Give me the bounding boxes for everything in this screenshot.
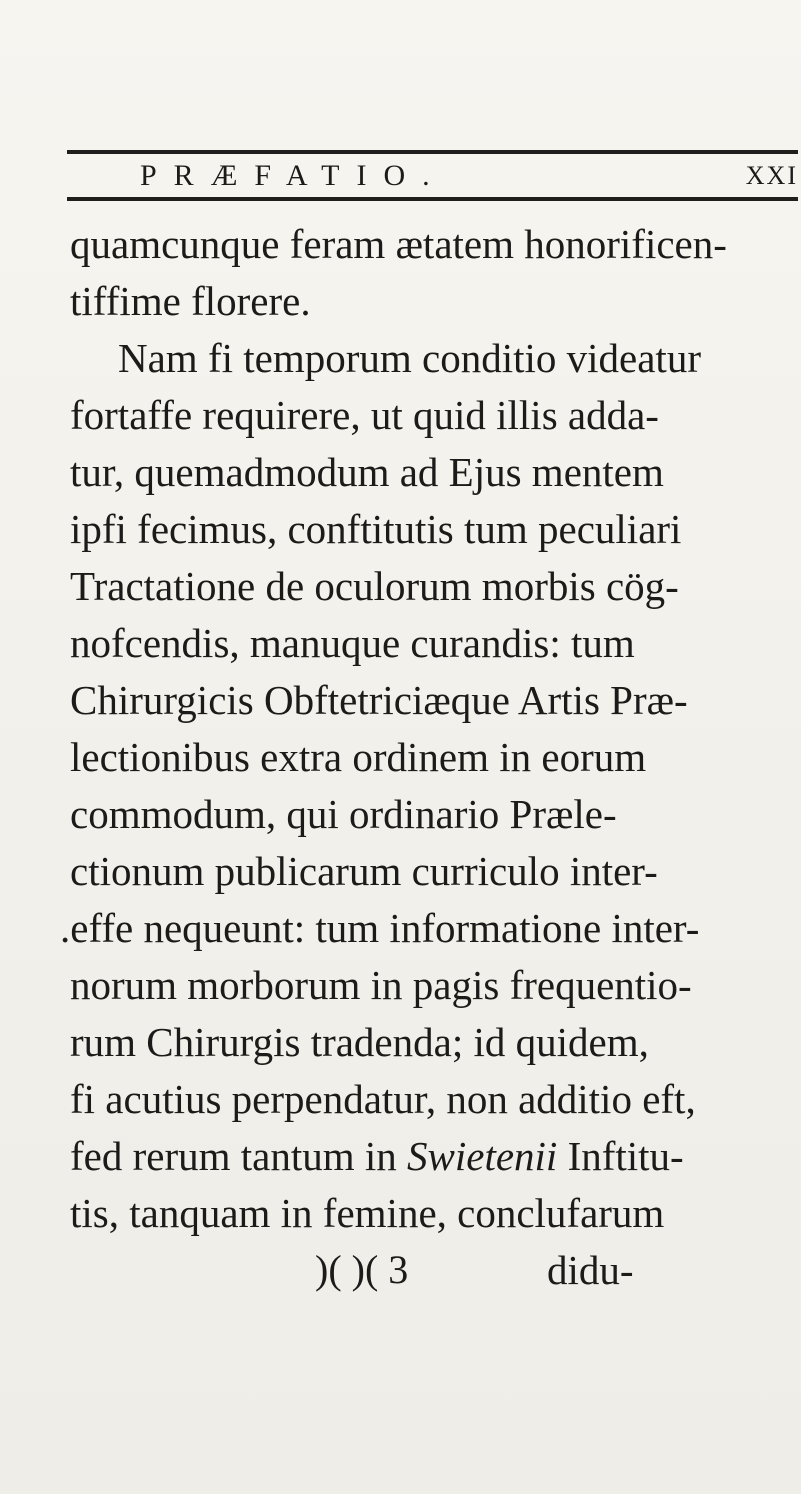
text-line: lectionibus extra ordinem in eorum xyxy=(70,734,647,780)
text-line: commodum, qui ordinario Præle- xyxy=(70,791,617,837)
header-rule-bottom xyxy=(67,197,798,201)
header-rule-top xyxy=(67,150,798,154)
page-number: XXI xyxy=(745,161,798,190)
text-line: Nam fi temporum conditio videatur xyxy=(118,335,701,381)
text-line: fortaffe requirere, ut quid illis adda- xyxy=(70,392,659,438)
catchword: didu- xyxy=(547,1247,634,1293)
text-line: tiffime florere. xyxy=(70,278,311,324)
text-line: norum morborum in pagis frequentio- xyxy=(70,962,692,1008)
signature-mark: )( )( 3 xyxy=(315,1247,409,1292)
text-line: Chirurgicis Obftetriciæque Artis Præ- xyxy=(70,677,688,723)
text-line: tis, tanquam in femine, conclufarum xyxy=(70,1190,665,1236)
text-line: fi acutius perpendatur, non additio eft, xyxy=(70,1076,696,1122)
text-line: quamcunque feram ætatem honorificen- xyxy=(70,221,727,267)
page-header xyxy=(140,157,798,195)
text-line: nofcendis, manuque curandis: tum xyxy=(70,620,635,666)
running-head: PRÆFATIO. xyxy=(140,159,447,192)
text-line: ipfi fecimus, conftitutis tum peculiari xyxy=(70,506,682,552)
text-line: Tractatione de oculorum morbis cög- xyxy=(70,563,679,609)
page-footer xyxy=(0,1242,801,1298)
text-line: rum Chirurgis tradenda; id quidem, xyxy=(70,1019,649,1065)
author-name-italic: Swietenii xyxy=(407,1133,558,1179)
text-line: fed rerum tantum in Swietenii Inftitu- xyxy=(70,1133,684,1179)
text-line: .effe nequeunt: tum informatione inter- xyxy=(60,905,700,951)
text-line: tur, quemadmodum ad Ejus mentem xyxy=(70,449,664,495)
text-line: ctionum publicarum curriculo inter- xyxy=(70,848,658,894)
